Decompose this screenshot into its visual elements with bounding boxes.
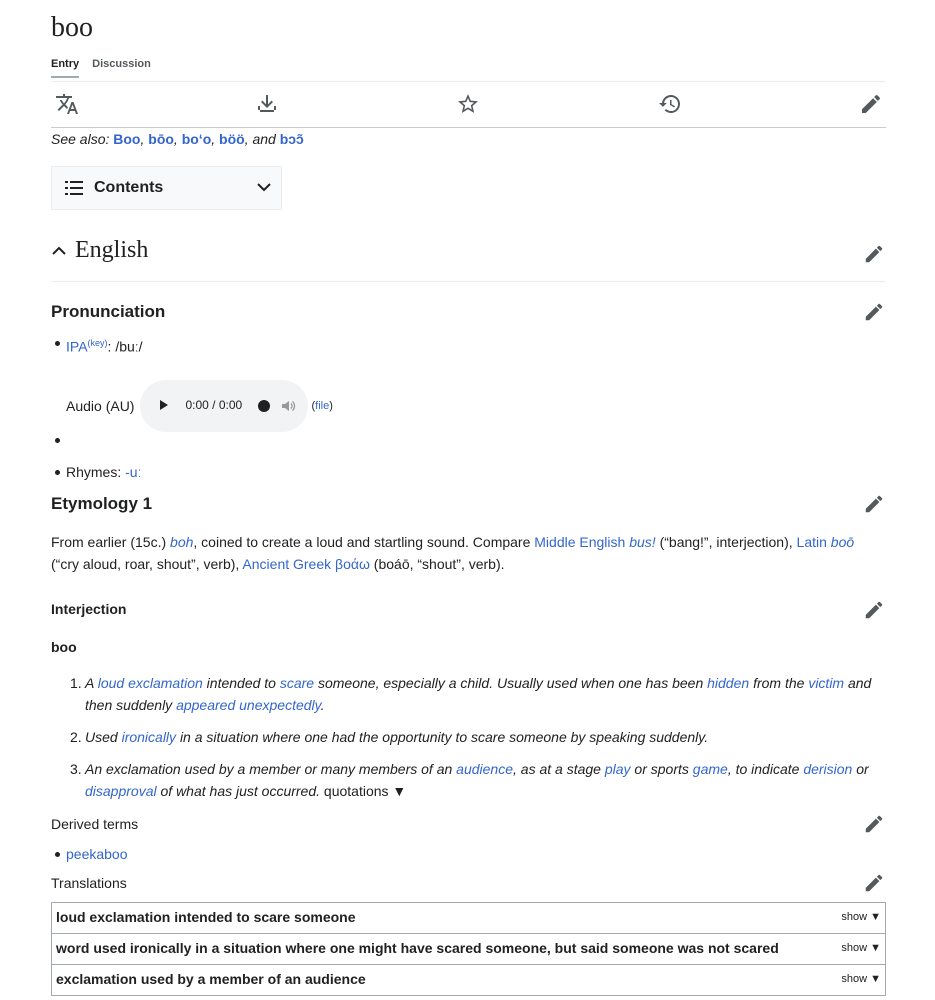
bullet [55, 438, 60, 443]
file-paren: ( [311, 400, 316, 412]
audio-row [66, 380, 333, 432]
actions-divider [51, 127, 886, 128]
chevron-down-icon [255, 178, 273, 196]
def-link[interactable]: derision [803, 761, 853, 777]
see-also-link[interactable]: bōo [148, 131, 174, 147]
def-number: 3. [70, 761, 82, 777]
ety-link-boao[interactable]: βοάω [335, 556, 370, 572]
rhymes-link[interactable]: -uː [125, 464, 142, 480]
def-text: , as at a stage [513, 761, 601, 777]
pencil-icon[interactable] [859, 92, 883, 116]
def-text: Used [85, 729, 118, 745]
definition-item [51, 672, 881, 716]
rhymes-line [66, 461, 141, 483]
page-actions [51, 88, 886, 122]
page-title: boo [51, 12, 93, 43]
ety-text: From earlier (15c.) [51, 534, 167, 550]
derived-terms-heading: Derived terms [51, 816, 139, 832]
ety-link-latin[interactable]: Latin [796, 534, 827, 550]
rhymes-label: Rhymes: [66, 464, 122, 480]
def-link[interactable]: appeared unexpectedly [176, 697, 321, 713]
def-text: in a situation where one had the opportunity to scare someone by speaking suddenly. [179, 729, 709, 745]
edit-section-icon[interactable] [863, 493, 885, 515]
translations-heading: Translations [51, 875, 127, 891]
tab-entry[interactable]: Entry [51, 58, 79, 78]
edit-section-icon[interactable] [863, 243, 885, 265]
def-link[interactable]: scare [279, 675, 315, 691]
ety-link-boh[interactable]: boh [170, 534, 194, 550]
tab-discussion[interactable]: Discussion [92, 58, 151, 70]
def-text: or [856, 761, 869, 777]
def-text: and then suddenly [85, 675, 872, 713]
def-link[interactable]: play [604, 761, 631, 777]
etymology-heading: Etymology 1 [51, 494, 153, 513]
see-also-link[interactable]: böö [219, 131, 245, 147]
ipa-value: /buː/ [115, 338, 143, 355]
bullet [55, 852, 60, 857]
ety-text: (“cry aloud, roar, shout”, verb), [51, 556, 240, 572]
etymology-text [51, 531, 881, 575]
translation-box[interactable] [51, 902, 886, 934]
separator: , [140, 131, 145, 147]
translate-icon[interactable] [55, 92, 79, 116]
history-icon[interactable] [658, 92, 682, 116]
ipa-key-link[interactable]: (key) [87, 338, 108, 348]
tab-bar [51, 58, 151, 78]
audio-file-link[interactable]: file [315, 400, 330, 412]
separator: , and [244, 131, 276, 147]
definition-item [51, 726, 881, 748]
ety-text: , coined to create a loud and startling sound. Compare [193, 534, 531, 550]
translation-box[interactable] [51, 964, 886, 996]
ipa-line [66, 332, 143, 358]
translation-box[interactable] [51, 933, 886, 965]
edit-section-icon[interactable] [863, 599, 885, 621]
def-text: . [320, 697, 325, 713]
edit-section-icon[interactable] [863, 301, 885, 323]
interjection-heading: Interjection [51, 601, 127, 617]
ipa-link[interactable]: IPA [66, 338, 88, 355]
def-link[interactable]: exclamation [128, 675, 203, 691]
edit-section-icon[interactable] [863, 813, 885, 835]
ety-text: (boáō, “shout”, verb). [373, 556, 505, 572]
bullet [55, 341, 60, 346]
def-link[interactable]: victim [808, 675, 845, 691]
contents-label: Contents [94, 179, 164, 196]
show-toggle[interactable]: show ▼ [841, 911, 881, 923]
definition-list [51, 672, 881, 802]
def-link[interactable]: audience [456, 761, 513, 777]
def-text: , to indicate [727, 761, 800, 777]
file-paren: ) [329, 400, 333, 412]
audio-label: Audio (AU) [66, 398, 135, 414]
def-text: of what has just occurred. [160, 783, 321, 799]
pronunciation-heading: Pronunciation [51, 302, 166, 321]
edit-section-icon[interactable] [863, 872, 885, 894]
contents-toggle[interactable] [51, 166, 282, 210]
def-text: A [85, 675, 94, 691]
def-text: someone, especially a child. Usually used when one has been [317, 675, 704, 691]
see-also-link[interactable]: Boo [113, 131, 141, 147]
def-text: intended to [206, 675, 276, 691]
translation-title: exclamation used by a member of an audience [56, 971, 366, 987]
ety-link-boo-latin[interactable]: boō [830, 534, 855, 550]
audio-player[interactable] [140, 380, 308, 432]
def-link[interactable]: hidden [707, 675, 750, 691]
download-icon[interactable] [255, 92, 279, 116]
show-toggle[interactable]: show ▼ [841, 973, 881, 985]
chevron-up-icon[interactable] [51, 243, 67, 259]
see-also-link[interactable]: bɔɔ̃ [279, 131, 304, 147]
ipa-colon: : [107, 338, 112, 355]
audio-time: 0:00 / 0:00 [185, 398, 243, 412]
translation-title: word used ironically in a situation where one might have scared someone, but said someone was not scared [56, 940, 779, 956]
def-link[interactable]: game [692, 761, 728, 777]
ety-link-bus[interactable]: bus! [629, 534, 656, 550]
def-number: 1. [70, 675, 82, 691]
def-text: or sports [634, 761, 689, 777]
def-text: An exclamation used by a member or many members of an [85, 761, 453, 777]
volume-icon[interactable] [280, 398, 296, 414]
bullet [55, 470, 60, 475]
ety-text: (“bang!”, interjection), [659, 534, 793, 550]
headword: boo [51, 639, 77, 655]
show-toggle[interactable]: show ▼ [841, 942, 881, 954]
seek-handle[interactable] [258, 400, 270, 412]
ety-link-ancient-greek[interactable]: Ancient Greek [242, 556, 332, 572]
def-link[interactable]: disapproval [85, 783, 157, 799]
separator: , [173, 131, 178, 147]
see-also [51, 131, 304, 147]
definition-item [51, 758, 881, 802]
translation-title: loud exclamation intended to scare someone [56, 909, 356, 925]
separator: , [211, 131, 216, 147]
play-icon[interactable] [160, 400, 168, 410]
see-also-link[interactable]: boʻo [181, 131, 212, 147]
ety-link-middle-english[interactable]: Middle English [534, 534, 626, 550]
def-number: 2. [70, 729, 82, 745]
def-text: from the [753, 675, 805, 691]
heading-divider [51, 281, 886, 282]
tabs-divider [51, 81, 886, 82]
see-also-prefix: See also: [51, 131, 110, 147]
quotations-toggle[interactable]: quotations ▼ [323, 783, 407, 799]
section-heading-english[interactable]: English [75, 237, 149, 263]
list-icon [64, 178, 84, 198]
star-icon[interactable] [456, 92, 480, 116]
def-link[interactable]: ironically [121, 729, 177, 745]
def-link[interactable]: loud [97, 675, 125, 691]
derived-term-link[interactable]: peekaboo [66, 846, 128, 862]
